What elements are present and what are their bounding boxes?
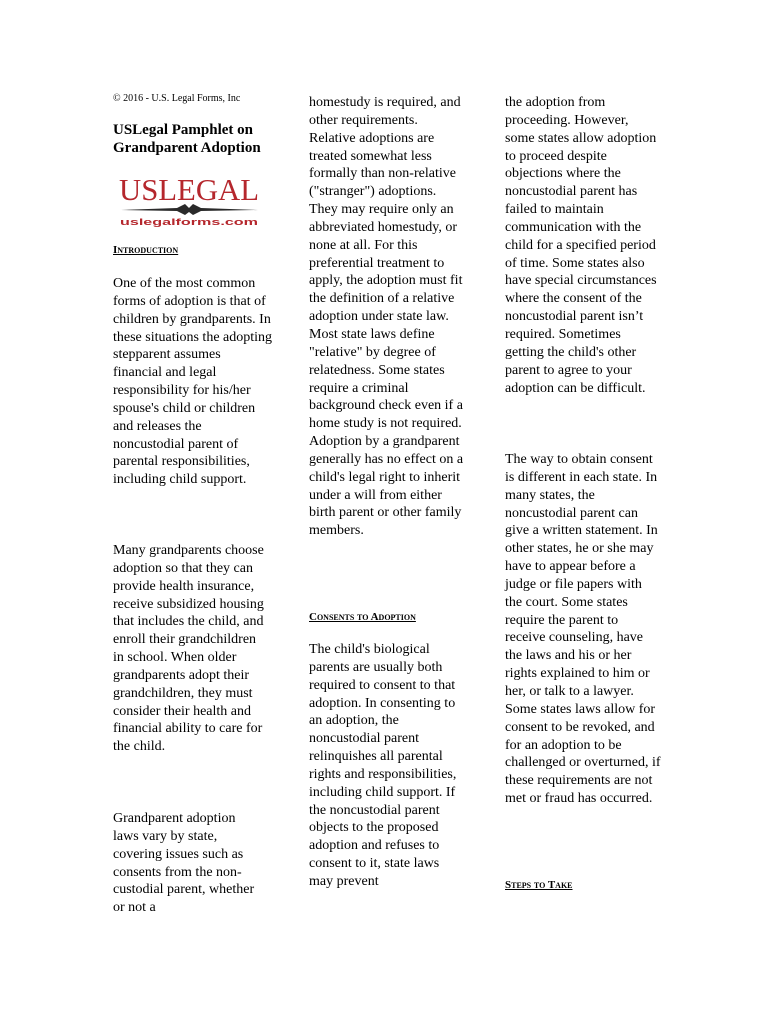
- logo-url: uslegalforms.com: [120, 217, 258, 227]
- uslegal-logo: [117, 172, 262, 228]
- logo-wordmark: USLEGAL: [119, 172, 259, 207]
- intro-paragraph-3: Grandparent adoption laws vary by state, covering issues such as consents from the non-custodial parent, whether or not a: [113, 811, 255, 916]
- page-title: USLegal Pamphlet on Grandparent Adoption: [113, 122, 261, 156]
- copyright-notice: © 2016 - U.S. Legal Forms, Inc: [113, 93, 241, 104]
- consents-paragraph-1: The child's biological parents are usually both required to consent to that adoption. In consenting to an adoption, the noncustodial parent relinquishes all parental rights and responsibilities, including child support. If the noncustodial parent objects to the proposed adoption and refuses to consent to it, state laws may prevent: [309, 642, 457, 889]
- intro-paragraph-1: One of the most common forms of adoption is that of children by grandparents. In these situations the adopting stepparent assumes financial and legal responsibility for his/her spouse's child or children and releases the noncustodial parent of parental responsibilities, including child support.: [113, 276, 273, 488]
- heading-introduction: Introduction: [113, 244, 179, 256]
- continuation-paragraph: homestudy is required, and other requirements. Relative adoptions are treated somewhat less formally than non-relative ("stranger") adoptions. They may require only an abbreviated homestudy, or none at all. For this preferential treatment to apply, the adoption must fit the definition of a relative adoption under state law. Most state laws define "relative" by degree of relatedness. Some states require a criminal background check even if a home study is not required. Adoption by a grandparent generally has no effect on a child's legal right to inherit under a will from either birth parent or other family members.: [309, 95, 464, 539]
- intro-paragraph-2: Many grandparents choose adoption so that they can provide health insurance, receive subsidized housing that includes the child, and enroll their grandchildren in school. When older grandparents adopt their grandchildren, they must consider their health and financial ability to care for the child.: [113, 543, 264, 755]
- consents-paragraph-2: the adoption from proceeding. However, some states allow adoption to proceed despite objections where the noncustodial parent has failed to maintain communication with the child for a specified period of time. Some states also have special circumstances where the consent of the noncustodial parent isn’t required. Sometimes getting the child's other parent to agree to your adoption can be difficult.: [505, 95, 657, 396]
- heading-consents-to-adoption: Consents to Adoption: [309, 611, 416, 623]
- consents-paragraph-3: The way to obtain consent is different in each state. In many states, the noncustodial parent can give a written statement. In other states, he or she may have to appear before a judge or file papers with the court. Some states require the parent to receive counseling, have the laws and his or her rights explained to him or her, or talk to a lawyer. Some states laws allow for consent to be revoked, and for an adoption to be challenged or overturned, if these requirements are not met or fraud has occurred.: [505, 452, 661, 807]
- heading-steps-to-take: Steps to Take: [505, 879, 573, 891]
